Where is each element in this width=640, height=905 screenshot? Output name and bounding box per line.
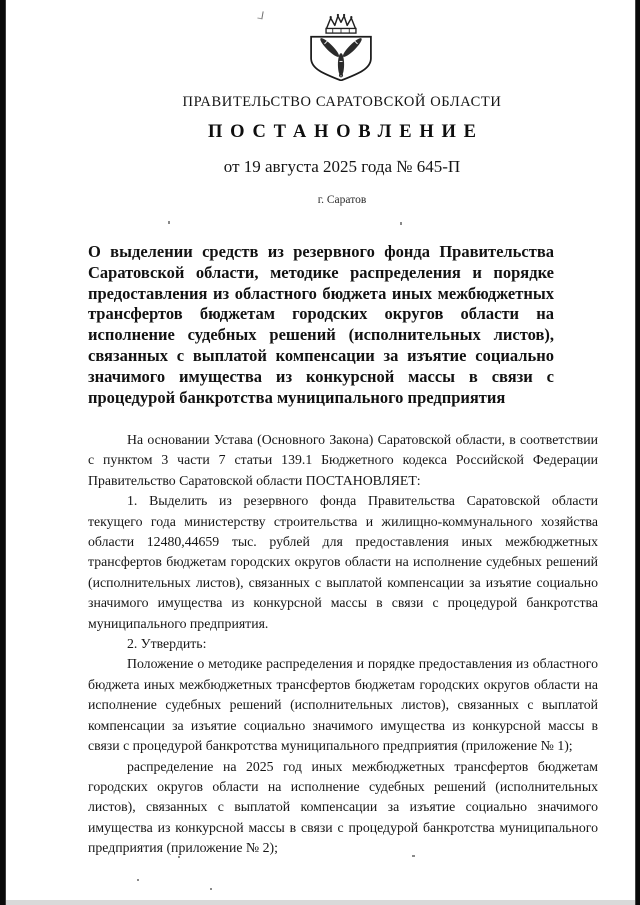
coat-of-arms-icon: [308, 13, 374, 81]
scan-speck: [257, 11, 263, 20]
document-date-number: от 19 августа 2025 года № 645-П: [223, 157, 461, 176]
scan-speck: [210, 888, 212, 890]
document-type-title: ПОСТАНОВЛЕНИЕ: [207, 122, 484, 142]
scan-speck: [137, 879, 139, 881]
scan-edge-bottom: [0, 900, 640, 905]
body-paragraph-annex-2: распределение на 2025 год иных межбюджетных трансфертов бюджетам городских округов области на исполнение судебных решений (исполнительных листов), связанных с выплатой компенсации за изъятие социально значимого имущества из конкурсной массы в связи с процедурой банкротства муниципального предприятия (приложение № 2);: [88, 758, 598, 856]
scan-edge-left: [0, 0, 6, 905]
scan-speck: [412, 855, 415, 857]
body-paragraph-item-1: 1. Выделить из резервного фонда Правительства Саратовской области текущего года министерству строительства и жилищно-коммунального хозяйства области 12480,44659 тыс. рублей для предоставления иных межбюджетных трансфертов бюджетам городских округов области на исполнение судебных решений (исполнительных листов), связанных с выплатой компенсации за изъятие социально значимого имущества из конкурсной массы в связи с процедурой банкротства муниципального предприятия.: [88, 493, 598, 631]
scan-speck: [400, 222, 402, 225]
body-paragraph-preamble: На основании Устава (Основного Закона) Саратовской области, в соответствии с пунктом 3 части 7 статьи 139.1 Бюджетного кодекса Российской Федерации Правительство Саратовской области ПОСТАНОВЛЯЕТ:: [88, 432, 598, 488]
scan-edge-right: [635, 0, 640, 905]
scan-speck: [168, 221, 170, 224]
scan-speck: [178, 856, 180, 858]
issuing-authority-title: ПРАВИТЕЛЬСТВО САРАТОВСКОЙ ОБЛАСТИ: [182, 94, 502, 110]
document-city: г. Саратов: [317, 194, 367, 206]
body-paragraph-item-2: 2. Утвердить:: [127, 636, 207, 652]
document-body: [88, 430, 598, 859]
document-subject: О выделении средств из резервного фонда Правительства Саратовской области, методике распределения и порядке предоставления из областного бюджета иных межбюджетных трансфертов бюджетам городских округов области на исполнение судебных решений (исполнительных листов), связанных с выплатой компенсации за изъятие социально значимого имущества из конкурсной массы в связи с процедурой банкротства муниципального предприятия: [88, 242, 554, 407]
body-paragraph-annex-1: Положение о методике распределения и порядке предоставления из областного бюджета иных межбюджетных трансфертов бюджетам городских округов области на исполнение судебных решений (исполнительных листов), связанных с выплатой компенсации за изъятие социально значимого имущества из конкурсной массы в связи с процедурой банкротства муниципального предприятия (приложение № 1);: [88, 656, 598, 754]
